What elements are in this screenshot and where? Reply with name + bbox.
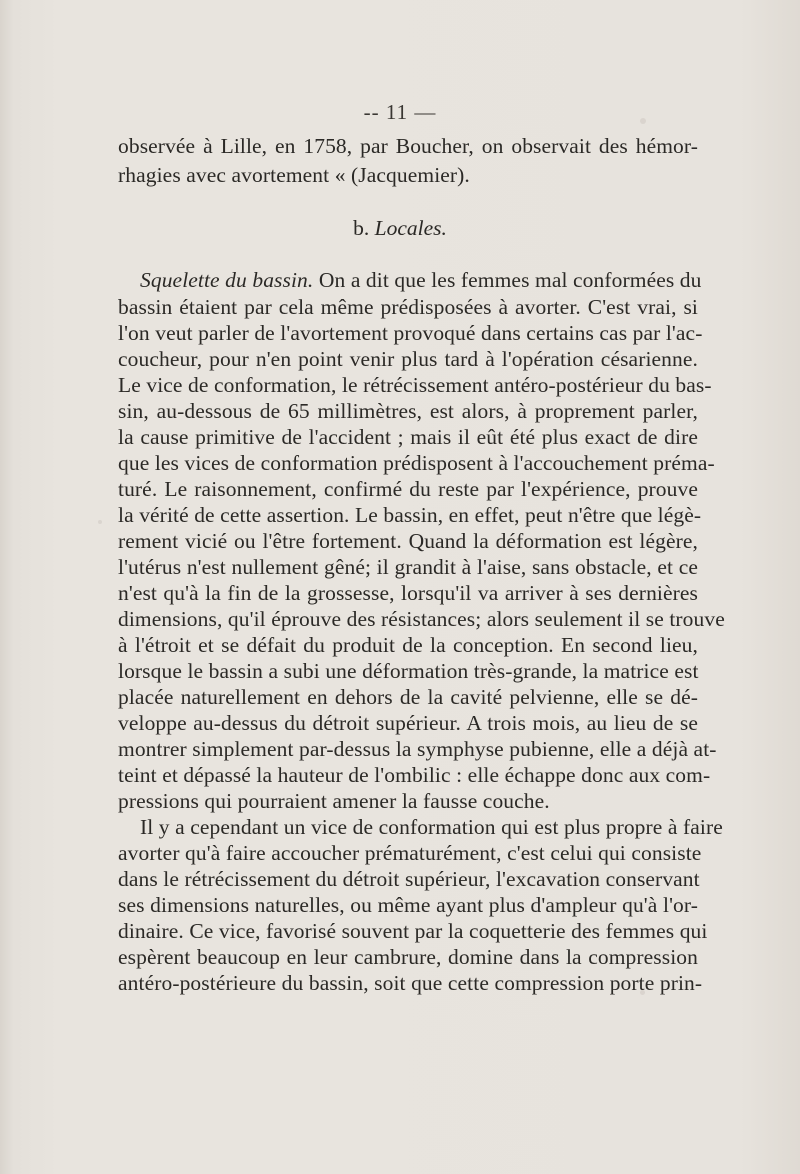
paragraph1-line: que les vices de conformation prédisposent à l'accouchement préma- — [118, 451, 715, 475]
paragraph1-line: à l'étroit et se défait du produit de la conception. En second lieu, — [118, 633, 698, 657]
continuation-line-2: rhagies avec avortement « (Jacquemier). — [118, 163, 470, 187]
paragraph1-lead-italic: Squelette du bassin. — [140, 268, 314, 292]
paper-speck — [640, 118, 646, 124]
paragraph1-line: teint et dépassé la hauteur de l'ombilic : elle échappe donc aux com- — [118, 763, 711, 787]
paragraph1-line: la cause primitive de l'accident ; mais il eût été plus exact de dire — [118, 425, 698, 449]
paragraph1-line: dimensions, qu'il éprouve des résistances; alors seulement il se trouve — [118, 607, 725, 631]
paragraph1-line: pressions qui pourraient amener la fausse couche. — [118, 789, 550, 813]
paragraph1-first-line-rest: On a dit que les femmes mal conformées du — [313, 268, 702, 292]
section-heading-word: Locales. — [374, 216, 447, 240]
paragraph1-line: veloppe au-dessus du détroit supérieur. A trois mois, au lieu de se — [118, 711, 698, 735]
paragraph1-line: turé. Le raisonnement, confirmé du reste par l'expérience, prouve — [118, 477, 698, 501]
section-heading-letter: b. — [353, 216, 370, 240]
paragraph1-line: montrer simplement par-dessus la symphyse pubienne, elle a déjà at- — [118, 737, 717, 761]
continuation-line-1: observée à Lille, en 1758, par Boucher, on observait des hémor- — [118, 134, 698, 158]
paragraph1-line: placée naturellement en dehors de la cavité pelvienne, elle se dé- — [118, 685, 698, 709]
paragraph1-line: l'on veut parler de l'avortement provoqué dans certains cas par l'ac- — [118, 321, 703, 345]
paragraph2-line: avorter qu'à faire accoucher prématurément, c'est celui qui consiste — [118, 841, 702, 865]
paragraph1-line: n'est qu'à la fin de la grossesse, lorsqu'il va arriver à ses dernières — [118, 581, 698, 605]
paragraph2-line: Il y a cependant un vice de conformation qui est plus propre à faire — [140, 815, 723, 839]
paragraph2-line: dans le rétrécissement du détroit supérieur, l'excavation conservant — [118, 867, 700, 891]
paragraph1-line: Le vice de conformation, le rétrécissement antéro-postérieur du bas- — [118, 373, 712, 397]
section-heading — [0, 216, 800, 241]
paragraph1-line: l'utérus n'est nullement gêné; il grandit à l'aise, sans obstacle, et ce — [118, 555, 698, 579]
page-number: -- 11 — — [363, 100, 437, 124]
paragraph1-line: bassin étaient par cela même prédisposées à avorter. C'est vrai, si — [118, 295, 698, 319]
paragraph1-line: la vérité de cette assertion. Le bassin, en effet, peut n'être que légè- — [118, 503, 702, 527]
paragraph2-line: antéro-postérieure du bassin, soit que cette compression porte prin- — [118, 971, 703, 995]
paragraph1-line: sin, au-dessous de 65 millimètres, est alors, à proprement parler, — [118, 399, 698, 423]
paragraph2-line: espèrent beaucoup en leur cambrure, domine dans la compression — [118, 945, 698, 969]
paragraph1-line: rement vicié ou l'être fortement. Quand la déformation est légère, — [118, 529, 698, 553]
paper-speck — [98, 520, 102, 524]
paragraph2-line: dinaire. Ce vice, favorisé souvent par la coquetterie des femmes qui — [118, 919, 708, 943]
paper-speck — [640, 990, 645, 995]
paragraph1-line: coucheur, pour n'en point venir plus tard à l'opération césarienne. — [118, 347, 698, 371]
paragraph1-first-line — [140, 267, 702, 293]
paragraph2-line: ses dimensions naturelles, ou même ayant plus d'ampleur qu'à l'or- — [118, 893, 698, 917]
paragraph1-line: lorsque le bassin a subi une déformation très-grande, la matrice est — [118, 659, 699, 683]
